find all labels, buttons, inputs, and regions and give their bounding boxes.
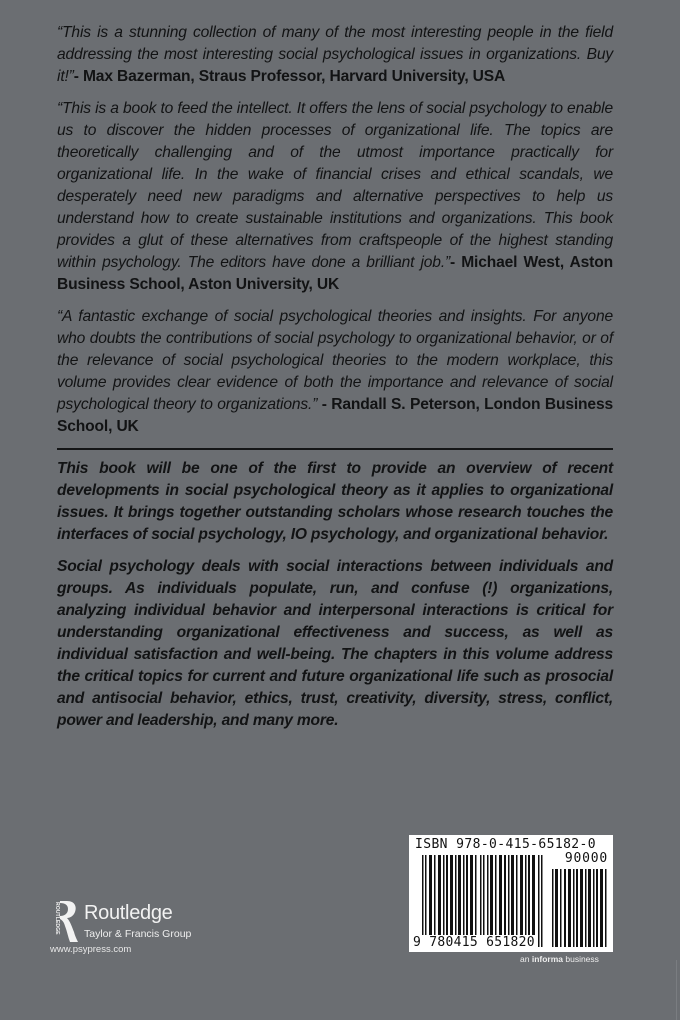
- endorsement-attribution: - Michael West, Aston Business School, Aston University, UK: [57, 254, 613, 293]
- isbn-label: ISBN 978-0-415-65182-0: [415, 837, 596, 852]
- informa-prefix: an: [520, 954, 532, 964]
- publisher-url: www.psypress.com: [50, 944, 132, 955]
- informa-brand: informa: [531, 954, 563, 964]
- routledge-r-icon: [50, 900, 78, 942]
- description-paragraph-2: Social psychology deals with social interactions between individuals and groups. As individuals populate, run, and confuse (!) organizations, analyzing individual behavior and interpersonal interactions is critical for understanding organizational effectiveness and success, as well as individual satisfaction and well-being. The chapters in this volume address the critical topics for current and future organizational life such as prosocial and antisocial behavior, ethics, trust, creativity, diversity, stress, conflict, power and leadership, and many more.: [57, 558, 613, 729]
- ean-digits: 9 780415 651820: [413, 935, 535, 950]
- barcode-addon-price: 90000: [564, 851, 608, 866]
- barcode-bars-icon: [422, 855, 546, 947]
- svg-text:ROUTLEDGE: ROUTLEDGE: [54, 902, 60, 935]
- endorsement-quote: “This is a stunning collection of many of the most interesting people in the field addressing the most interesting social psychological issues in organizations. Buy it!”: [57, 24, 613, 85]
- back-cover-text: [57, 22, 613, 742]
- isbn-barcode: [409, 835, 613, 952]
- endorsement-quote: “This is a book to feed the intellect. It offers the lens of social psychology to enable us to discover the hidden processes of organizational life. The topics are theoretically challenging and of the utmost importance practically for organizational life. In the wake of financial crises and ethical scandals, we desperately need new paradigms and alternative perspectives to help us understand how to create sustainable institutions and organizations. This book provides a glut of these alternatives from craftspeople of the highest standing within psychology. The editors have done a brilliant job.”: [57, 100, 613, 271]
- informa-suffix: business: [563, 954, 599, 964]
- endorsement-quote: “A fantastic exchange of social psychological theories and insights. For anyone who doubts the contributions of social psychology to organizational behavior, or of the relevance of social psychological theories to the modern workplace, this volume provides clear evidence of both the importance and relevance of social psychological theory to organizations.”: [57, 308, 613, 413]
- section-divider: [57, 448, 613, 450]
- endorsement-peterson: [57, 306, 613, 438]
- description-paragraph-1: This book will be one of the first to provide an overview of recent developments in social psychological theory as it applies to organizational issues. It brings together outstanding scholars whose research touches the interfaces of social psychology, IO psychology, and organizational behavior.: [57, 460, 613, 543]
- endorsement-attribution: - Max Bazerman, Straus Professor, Harvard University, USA: [73, 68, 506, 85]
- endorsement-attribution: - Randall S. Peterson, London Business School, UK: [57, 396, 614, 435]
- cover-edge: [676, 960, 677, 1020]
- publisher-logo: [50, 900, 250, 960]
- informa-tagline: [520, 954, 599, 964]
- endorsement-bazerman: [57, 22, 613, 88]
- barcode-addon-bars-icon: [552, 869, 608, 947]
- endorsement-west: [57, 98, 613, 296]
- publisher-group: Taylor & Francis Group: [84, 928, 192, 940]
- publisher-name: Routledge: [84, 902, 173, 924]
